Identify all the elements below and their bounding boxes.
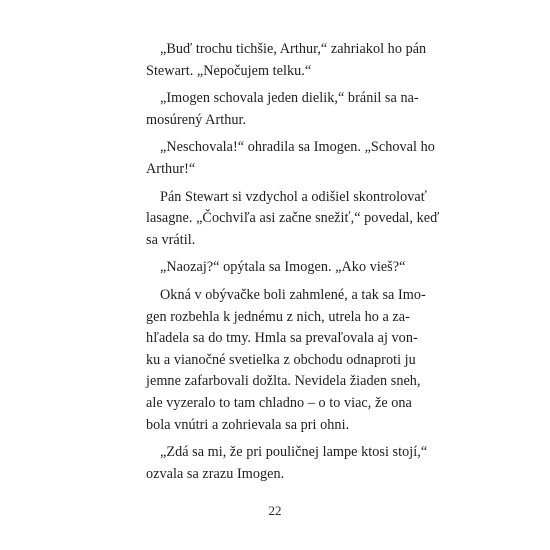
text-line: ku a vianočné svetielka z obchodu odnaproti ju xyxy=(146,351,416,368)
paragraph xyxy=(146,257,412,279)
text-line: „Buď trochu tichšie, Arthur,“ zahriakol ho pán xyxy=(160,41,427,57)
page-number: 22 xyxy=(268,503,282,518)
text-line: jemne zafarbovali dožlta. Nevidela žiaden sneh, xyxy=(146,373,421,390)
text-line: sa vrátil. xyxy=(146,231,196,248)
paragraph xyxy=(146,137,435,180)
text-line: hľadela sa do tmy. Hmla sa prevaľovala aj von- xyxy=(146,330,418,347)
text-line: mosúrený Arthur. xyxy=(146,111,247,128)
paragraph xyxy=(146,39,427,82)
text-line: gen rozbehla k jednému z nich, utrela ho a za- xyxy=(146,308,410,325)
text-line: ozvala sa zrazu Imogen. xyxy=(146,465,285,482)
text-line: „Imogen schovala jeden dielik,“ bránil sa na- xyxy=(160,90,419,107)
paragraph xyxy=(146,88,419,131)
text-line: „Neschovala!“ ohradila sa Imogen. „Schoval ho xyxy=(160,139,435,156)
paragraph xyxy=(146,285,426,436)
text-line: Arthur!“ xyxy=(146,160,196,177)
body-text xyxy=(146,39,440,491)
text-line: „Zdá sa mi, že pri pouličnej lampe ktosi stojí,“ xyxy=(160,444,428,461)
text-line: Stewart. „Nepočujem telku.“ xyxy=(146,62,312,79)
text-line: lasagne. „Čochviľa asi začne snežiť,“ povedal, keď xyxy=(146,210,440,227)
text-line: Okná v obývačke boli zahmlené, a tak sa Imo- xyxy=(160,286,426,303)
text-line: Pán Stewart si vzdychol a odišiel skontrolovať xyxy=(160,188,427,205)
text-line: bola vnútri a zohrievala sa pri ohni. xyxy=(146,416,350,433)
paragraph xyxy=(146,442,428,485)
text-line: ale vyzeralo to tam chladno – o to viac, že ona xyxy=(146,394,412,411)
paragraph xyxy=(146,187,440,252)
text-line: „Naozaj?“ opýtala sa Imogen. „Ako vieš?“ xyxy=(160,259,406,276)
